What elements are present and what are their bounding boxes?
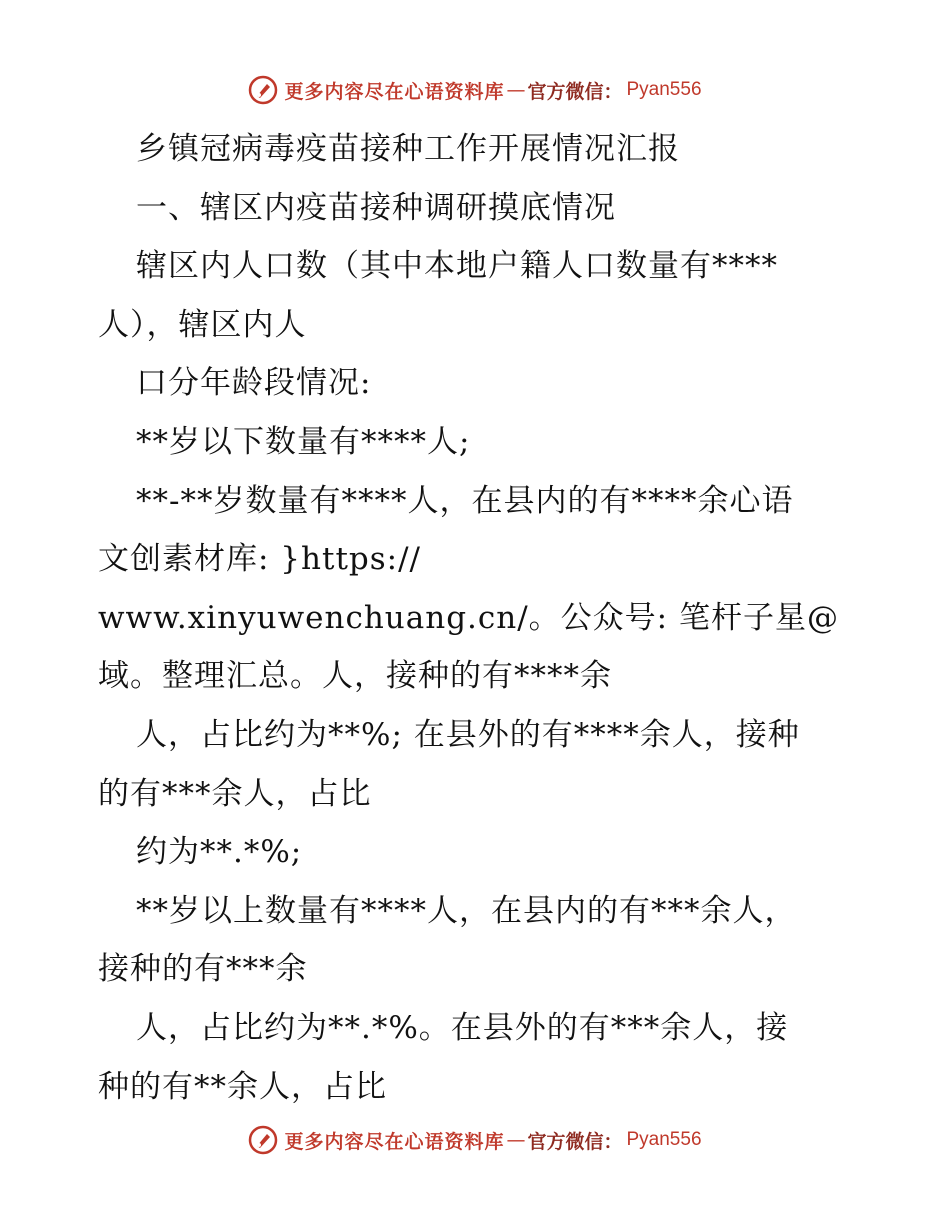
paragraph-line: **岁以下数量有****人;: [136, 423, 471, 460]
header-watermark: [0, 70, 950, 110]
paragraph-line: 人，占比约为**%; 在县外的有****余人，接种: [136, 716, 800, 753]
watermark-text: 更多内容尽在心语资料库: [284, 1130, 505, 1153]
paragraph-line: **-**岁数量有****人，在县内的有****余心语: [136, 482, 794, 519]
paragraph-line: 辖区内人口数（其中本地户籍人口数量有****: [136, 248, 778, 285]
watermark-dash: —: [506, 1129, 526, 1151]
pen-nib-logo-icon: [248, 1125, 278, 1155]
section-heading: 一、辖区内疫苗接种调研摸底情况: [136, 189, 616, 226]
paragraph-line: 口分年龄段情况:: [136, 365, 372, 402]
paragraph-line: **岁以上数量有****人，在县内的有***余人，: [136, 892, 797, 929]
paragraph-line: www.xinyuwenchuang.cn/。公众号: 笔杆子星@: [98, 599, 839, 636]
paragraph-line: 的有***余人，占比: [98, 775, 372, 812]
footer-watermark: [0, 1120, 950, 1160]
watermark-id: Pyan556: [626, 1129, 702, 1150]
paragraph-line: 约为**.*%;: [136, 834, 303, 871]
paragraph-line: 种的有**余人，占比: [98, 1068, 387, 1105]
watermark-id: Pyan556: [626, 79, 702, 100]
document-body: [98, 120, 858, 1116]
watermark-dash: —: [506, 79, 526, 101]
paragraph-line: 文创素材库: }https://: [98, 541, 421, 578]
watermark-official: 官方微信：: [527, 1130, 623, 1153]
watermark-official: 官方微信：: [527, 80, 623, 103]
paragraph-line: 域。整理汇总。人，接种的有****余: [98, 658, 612, 695]
document-title: 乡镇冠病毒疫苗接种工作开展情况汇报: [136, 131, 680, 167]
paragraph-line: 接种的有***余: [98, 951, 308, 988]
paragraph-line: 人，占比约为**.*%。在县外的有***余人，接: [136, 1009, 789, 1046]
pen-nib-logo-icon: [248, 75, 278, 105]
paragraph-line: 人），辖区内人: [98, 306, 307, 343]
watermark-text: 更多内容尽在心语资料库: [284, 80, 505, 103]
